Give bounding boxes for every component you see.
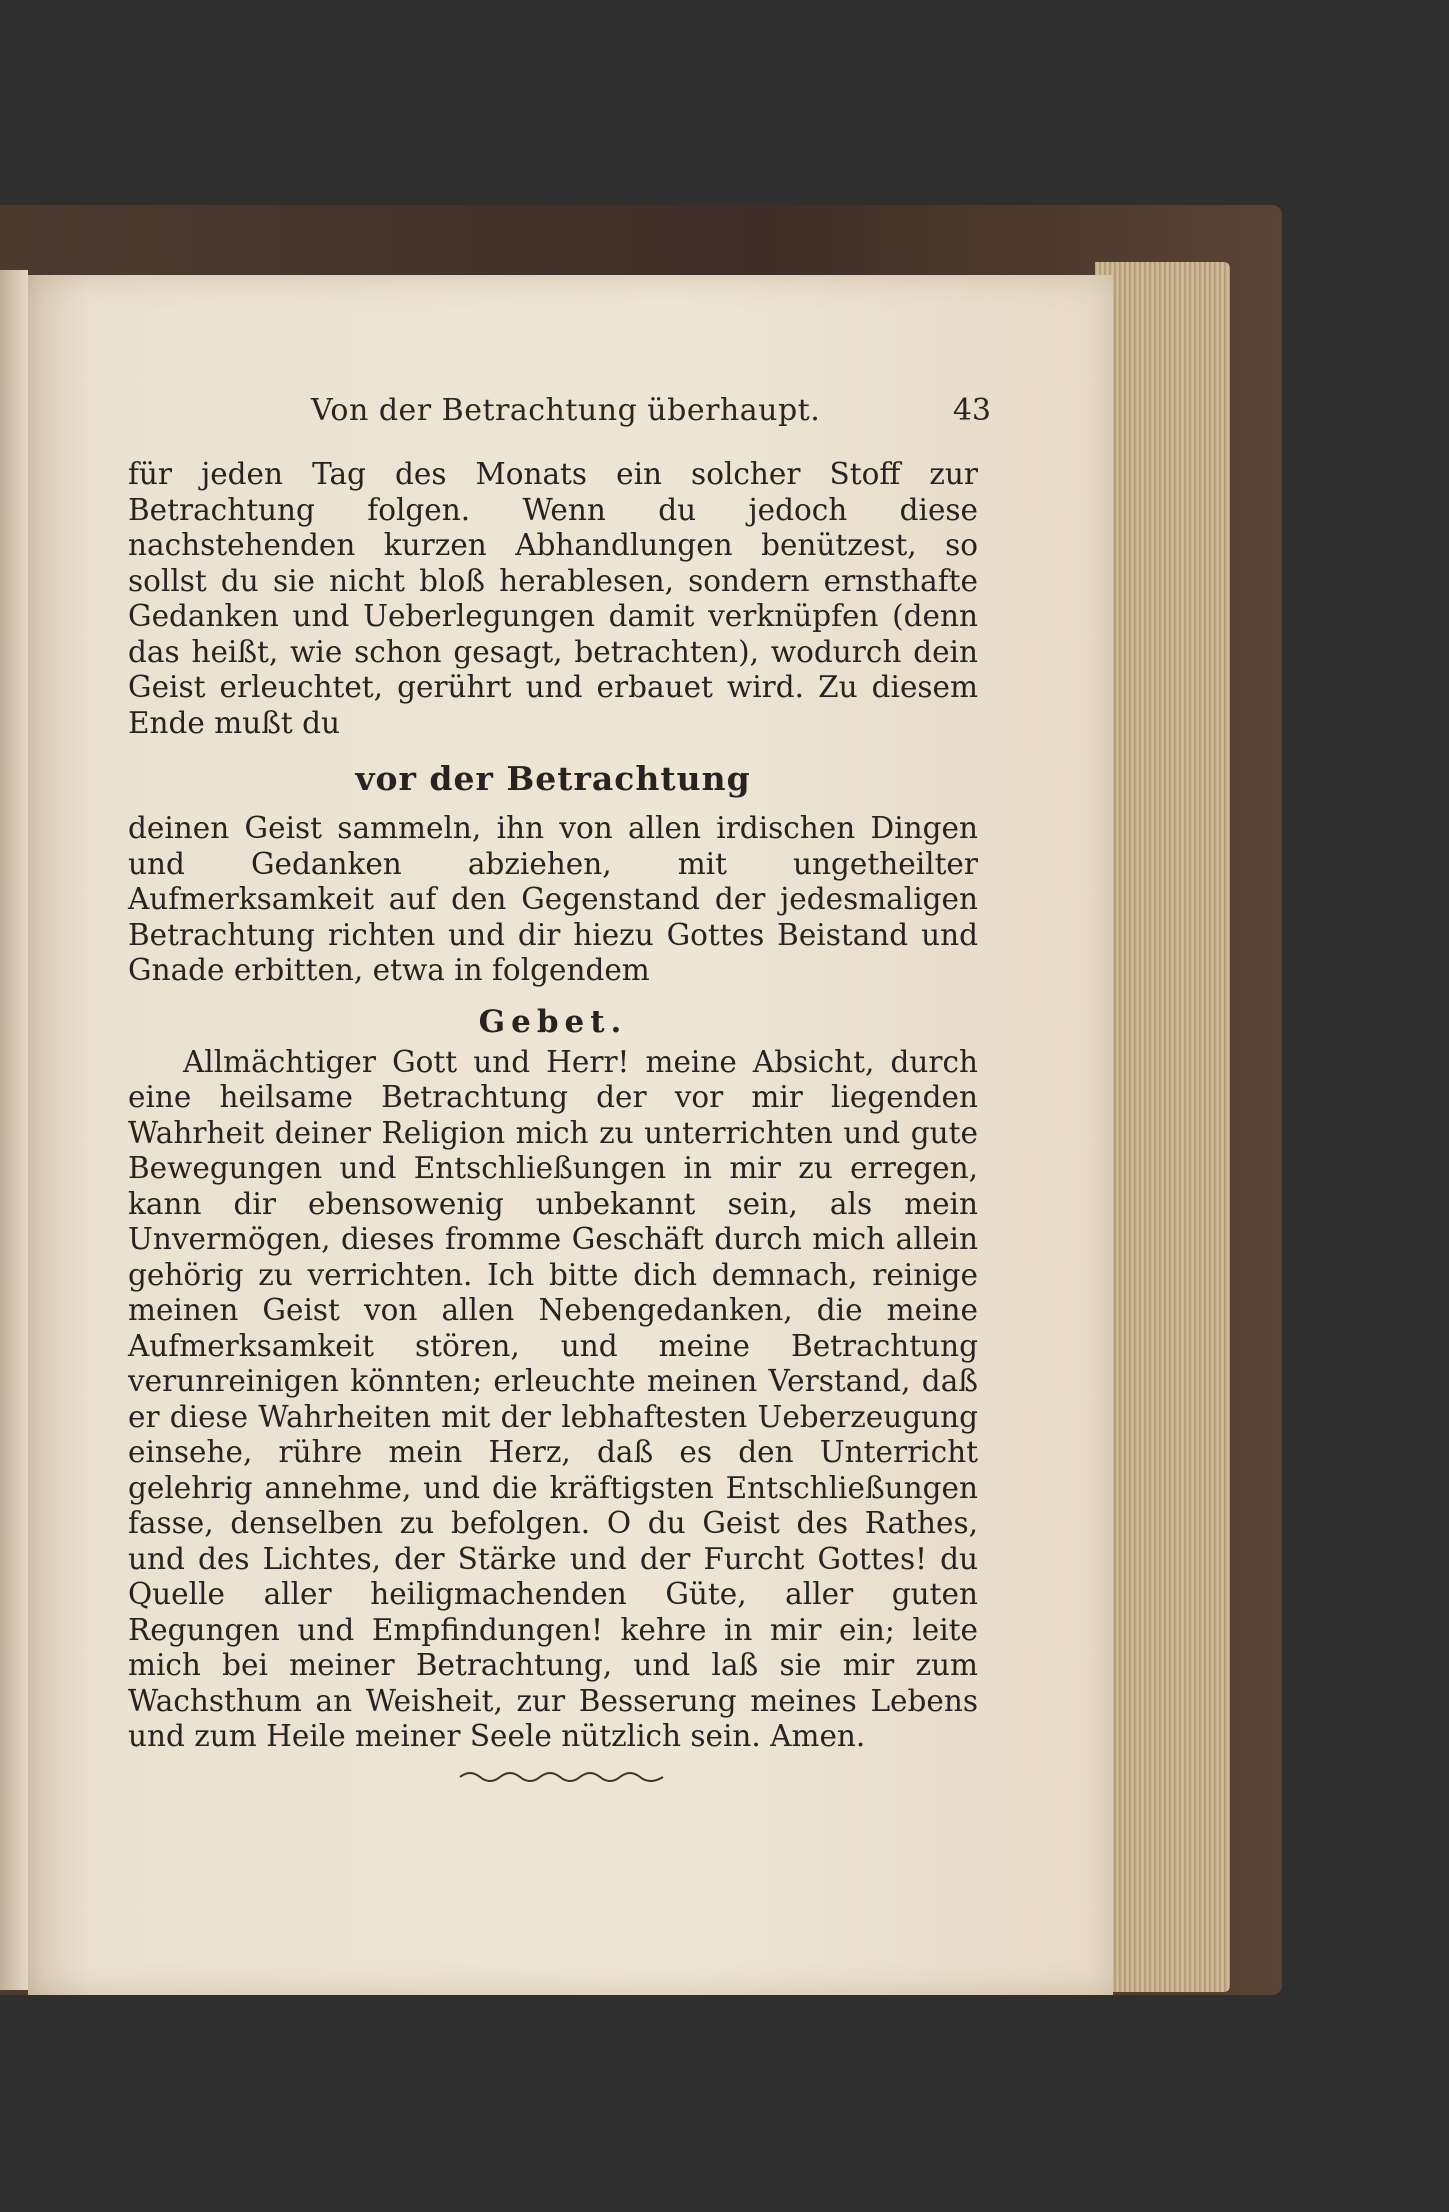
running-title: Von der Betrachtung überhaupt. [311, 393, 821, 428]
page-number: 43 [952, 393, 991, 428]
gather-paragraph: deinen Geist sammeln, ihn von allen irdischen Dingen und Gedanken abziehen, mit ungetheilter Aufmerksamkeit auf den Gegenstand der jedesmaligen Betrachtung richten und dir hiezu Gottes Beistand und Gnade erbitten, etwa in folgendem [128, 811, 978, 987]
book-page [28, 275, 1113, 1995]
prayer-heading: Gebet. [478, 1003, 628, 1040]
previous-page-edge [0, 270, 28, 1990]
page-edges [1095, 262, 1230, 1992]
section-heading: vor der Betrachtung [355, 759, 751, 798]
intro-paragraph: für jeden Tag des Monats ein solcher Stoff zur Betrachtung folgen. Wenn du jedoch diese nachstehenden kurzen Abhandlungen benützest, so sollst du sie nicht bloß herablesen, sondern ernsthafte Gedanken und Ueberlegungen damit verknüpfen (denn das heißt, wie schon gesagt, betrachten), wodurch dein Geist erleuchtet, gerührt und erbauet wird. Zu diesem Ende mußt du [128, 457, 978, 740]
ornament-flourish-icon [458, 1765, 668, 1785]
page-body [128, 457, 978, 1755]
running-header [311, 393, 991, 443]
prayer-paragraph: Allmächtiger Gott und Herr! meine Absicht, durch eine heilsame Betrachtung der vor mir liegenden Wahrheit deiner Religion mich zu unterrichten und gute Bewegungen und Entschließungen in mir zu erregen, kann dir ebensowenig unbekannt sein, als mein Unvermögen, dieses fromme Geschäft durch mich allein gehörig zu verrichten. Ich bitte dich demnach, reinige meinen Geist von allen Nebengedanken, die meine Aufmerksamkeit stören, und meine Betrachtung verunreinigen könnten; erleuchte meinen Verstand, daß er diese Wahrheiten mit der lebhaftesten Ueberzeugung einsehe, rühre mein Herz, daß es den Unterricht gelehrig annehme, und die kräftigsten Entschließungen fasse, denselben zu befolgen. O du Geist des Rathes, und des Lichtes, der Stärke und der Furcht Gottes! du Quelle aller heiligmachenden Güte, aller guten Regungen und Empfindungen! kehre in mir ein; leite mich bei meiner Betrachtung, und laß sie mir zum Wachsthum an Weisheit, zur Besserung meines Lebens und zum Heile meiner Seele nützlich sein. Amen. [128, 1044, 978, 1753]
